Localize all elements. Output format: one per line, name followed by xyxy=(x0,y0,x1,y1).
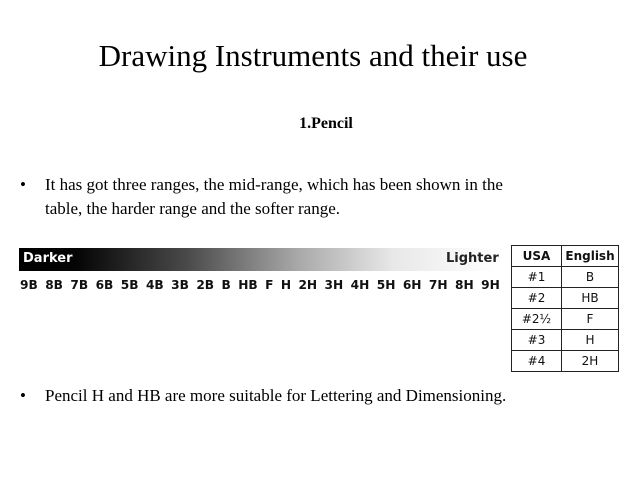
table-row xyxy=(512,351,619,372)
grade-label: 6B xyxy=(95,278,114,292)
grade-label: 9B xyxy=(20,278,38,292)
column-header-usa: USA xyxy=(512,246,562,267)
section-heading: 1.Pencil xyxy=(299,115,353,132)
grade-label: 4B xyxy=(145,278,164,292)
grade-label: F xyxy=(265,278,274,292)
table-row xyxy=(512,309,619,330)
usa-grade-cell: #4 xyxy=(512,351,562,372)
darker-label: Darker xyxy=(23,251,73,266)
grade-label: B xyxy=(221,278,231,292)
grade-label: 2B xyxy=(196,278,215,292)
table-row xyxy=(512,267,619,288)
bullet-icon: • xyxy=(20,386,26,405)
grade-label: 6H xyxy=(402,278,422,292)
grade-label: 5H xyxy=(376,278,396,292)
grade-label: 9H xyxy=(481,278,500,292)
grade-label: 3B xyxy=(171,278,189,292)
english-grade-cell: HB xyxy=(562,288,619,309)
english-grade-cell: H xyxy=(562,330,619,351)
slide-title: Drawing Instruments and their use xyxy=(98,38,528,73)
table-row xyxy=(512,288,619,309)
grade-label: 7H xyxy=(428,278,448,292)
english-grade-cell: B xyxy=(562,267,619,288)
grade-label: 8B xyxy=(45,278,63,292)
grade-label: 7B xyxy=(70,278,89,292)
english-grade-cell: 2H xyxy=(562,351,619,372)
usa-grade-cell: #3 xyxy=(512,330,562,351)
column-header-english: English xyxy=(562,246,619,267)
bullet-text-line1: It has got three ranges, the mid-range, which has been shown in the xyxy=(45,175,503,194)
usa-grade-cell: #2 xyxy=(512,288,562,309)
grade-label: 3H xyxy=(324,278,344,292)
pencil-darkness-gradient xyxy=(19,248,499,271)
grade-label: H xyxy=(280,278,292,292)
table-header-row xyxy=(512,246,619,267)
grade-label: 4H xyxy=(350,278,370,292)
lighter-label: Lighter xyxy=(446,251,499,266)
grade-label: 5B xyxy=(120,278,139,292)
english-grade-cell: F xyxy=(562,309,619,330)
table-row xyxy=(512,330,619,351)
grade-label: 8H xyxy=(455,278,474,292)
bullet-point-lettering xyxy=(20,384,630,408)
bullet-icon: • xyxy=(20,175,26,194)
grade-label: 2H xyxy=(298,278,318,292)
usa-grade-cell: #1 xyxy=(512,267,562,288)
bullet-text: Pencil H and HB are more suitable for Lettering and Dimensioning. xyxy=(45,386,507,405)
bullet-text-line2: table, the harder range and the softer range. xyxy=(45,199,340,218)
pencil-grade-scale xyxy=(20,276,500,294)
bullet-point-ranges xyxy=(20,173,630,221)
grade-label: HB xyxy=(238,278,258,292)
grade-equivalence-table xyxy=(511,245,619,372)
usa-grade-cell: #2½ xyxy=(512,309,562,330)
